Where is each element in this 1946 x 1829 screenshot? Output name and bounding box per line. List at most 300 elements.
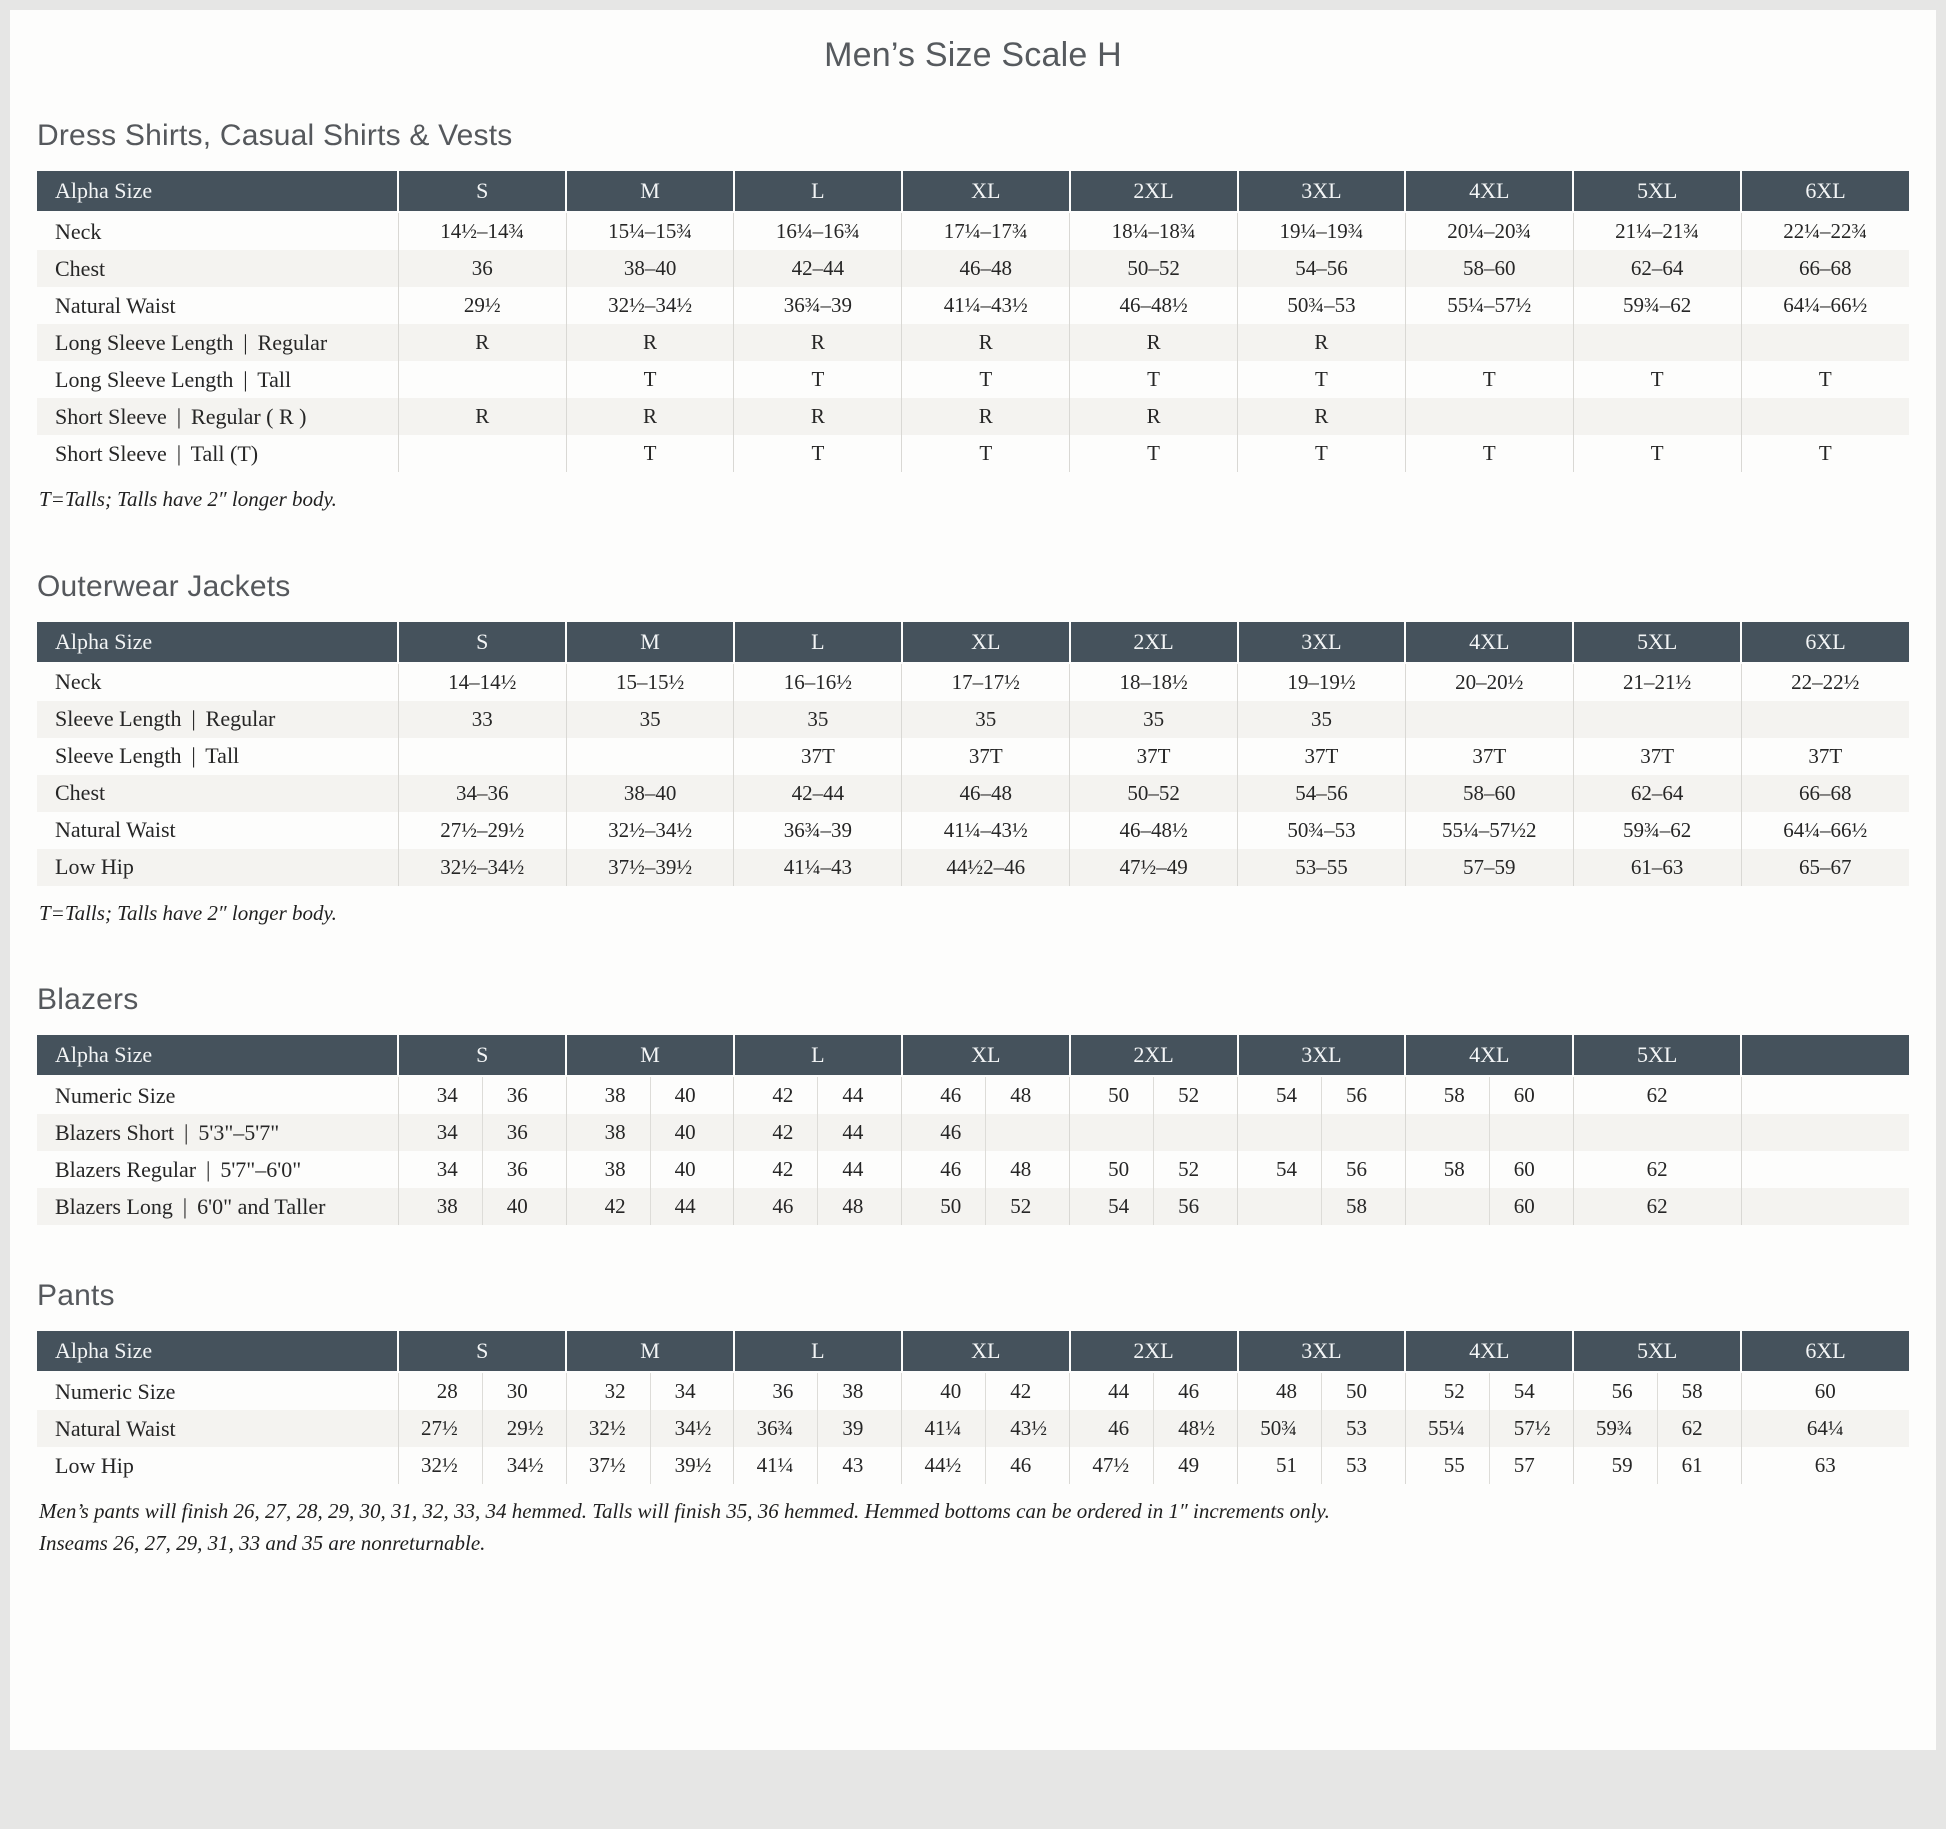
column-header: XL bbox=[902, 622, 1070, 663]
cell-value: 38 bbox=[436, 1194, 458, 1218]
cell: 18¼–18¾ bbox=[1070, 212, 1238, 250]
cell-value: 38 bbox=[604, 1120, 626, 1144]
cell-value bbox=[1742, 1114, 1909, 1151]
cell-value: 50 bbox=[1108, 1083, 1130, 1107]
header-row bbox=[37, 622, 1909, 663]
column-header: 6XL bbox=[1741, 171, 1909, 212]
cell bbox=[1741, 398, 1909, 435]
cell: 22¼–22¾ bbox=[1741, 212, 1909, 250]
cell bbox=[566, 738, 734, 775]
row-label: Sleeve Length | Regular bbox=[37, 701, 398, 738]
cell: 50¾–53 bbox=[1238, 287, 1406, 324]
column-header: 4XL bbox=[1405, 1331, 1573, 1372]
column-header: 4XL bbox=[1405, 622, 1573, 663]
cell bbox=[1573, 1188, 1741, 1225]
cell-value: 56 bbox=[1611, 1379, 1633, 1403]
cell: 16–16½ bbox=[734, 663, 902, 701]
cell bbox=[1405, 1114, 1573, 1151]
section-blazers bbox=[37, 983, 1909, 1225]
cell: 29½ bbox=[398, 287, 566, 324]
cell bbox=[902, 1188, 1070, 1225]
cell bbox=[1238, 1076, 1406, 1114]
cell: 41¼–43 bbox=[734, 849, 902, 886]
cell: 17–17½ bbox=[902, 663, 1070, 701]
cell bbox=[734, 1410, 902, 1447]
column-header: 2XL bbox=[1070, 622, 1238, 663]
cell bbox=[566, 1151, 734, 1188]
cell-value: 54 bbox=[1489, 1373, 1573, 1410]
table-row bbox=[37, 250, 1909, 287]
cell-value: 58 bbox=[1443, 1083, 1465, 1107]
cell bbox=[566, 1410, 734, 1447]
cell: T bbox=[734, 361, 902, 398]
cell-value: 40 bbox=[482, 1188, 566, 1225]
column-header: S bbox=[398, 171, 566, 212]
cell: 32½–34½ bbox=[566, 812, 734, 849]
cell bbox=[1238, 1151, 1406, 1188]
column-header: XL bbox=[902, 1331, 1070, 1372]
cell-value: 55 bbox=[1443, 1453, 1465, 1477]
cell bbox=[902, 1114, 1070, 1151]
cell-value bbox=[1070, 1114, 1153, 1151]
cell: 42–44 bbox=[734, 775, 902, 812]
cell: 64¼–66½ bbox=[1741, 812, 1909, 849]
cell bbox=[734, 1151, 902, 1188]
cell bbox=[1573, 1447, 1741, 1484]
row-label: Natural Waist bbox=[37, 1410, 398, 1447]
cell bbox=[398, 1410, 566, 1447]
cell bbox=[1405, 1188, 1573, 1225]
cell-value bbox=[1406, 1188, 1489, 1225]
cell-value: 34 bbox=[436, 1157, 458, 1181]
cell-value: 38 bbox=[604, 1083, 626, 1107]
cell-value: 39½ bbox=[650, 1447, 734, 1484]
column-header: 3XL bbox=[1238, 622, 1406, 663]
cell-value: 36 bbox=[482, 1114, 566, 1151]
column-header: 4XL bbox=[1405, 1035, 1573, 1076]
cell bbox=[1070, 1188, 1238, 1225]
cell-value: 56 bbox=[1321, 1077, 1405, 1114]
cell bbox=[1573, 1372, 1741, 1410]
row-label: Chest bbox=[37, 775, 398, 812]
column-header: S bbox=[398, 1035, 566, 1076]
cell bbox=[1573, 324, 1741, 361]
cell: 22–22½ bbox=[1741, 663, 1909, 701]
cell bbox=[1238, 1410, 1406, 1447]
table-row bbox=[37, 212, 1909, 250]
cell-value bbox=[1238, 1188, 1321, 1225]
column-header: S bbox=[398, 1331, 566, 1372]
cell-value: 54 bbox=[1108, 1194, 1130, 1218]
cell: 54–56 bbox=[1238, 250, 1406, 287]
cell: T bbox=[1070, 435, 1238, 472]
cell-value: 63 bbox=[1814, 1453, 1836, 1477]
cell bbox=[1405, 1447, 1573, 1484]
cell: 21–21½ bbox=[1573, 663, 1741, 701]
cell-value: 44½ bbox=[924, 1453, 962, 1477]
row-label: Numeric Size bbox=[55, 1378, 176, 1404]
cell-value: 40 bbox=[940, 1379, 962, 1403]
cell-value: 56 bbox=[1153, 1188, 1237, 1225]
column-header: L bbox=[734, 1035, 902, 1076]
cell-value: 48 bbox=[817, 1188, 901, 1225]
row-label: Blazers Short | 5'3"–5'7" bbox=[37, 1114, 398, 1151]
cell bbox=[902, 1151, 1070, 1188]
cell-value: 42 bbox=[772, 1083, 794, 1107]
column-header: 3XL bbox=[1238, 1035, 1406, 1076]
cell: 50–52 bbox=[1070, 775, 1238, 812]
cell bbox=[566, 1447, 734, 1484]
cell: 46–48½ bbox=[1070, 812, 1238, 849]
cell: T bbox=[1573, 361, 1741, 398]
cell-value bbox=[1153, 1114, 1237, 1151]
row-label: Numeric Size bbox=[55, 1082, 176, 1108]
cell bbox=[566, 1114, 734, 1151]
cell-value: 50 bbox=[1321, 1373, 1405, 1410]
cell-value: 44 bbox=[1108, 1379, 1130, 1403]
cell bbox=[1238, 1447, 1406, 1484]
cell-value: 34 bbox=[436, 1083, 458, 1107]
cell-value: 54 bbox=[1275, 1083, 1297, 1107]
cell-value bbox=[1489, 1114, 1573, 1151]
cell-value bbox=[1238, 1114, 1321, 1151]
cell: 38–40 bbox=[566, 775, 734, 812]
cell-value: 46 bbox=[772, 1194, 794, 1218]
cell: R bbox=[902, 324, 1070, 361]
row-label: Blazers Long | 6'0" and Taller bbox=[37, 1188, 398, 1225]
cell-value: 62 bbox=[1646, 1194, 1668, 1218]
cell-value: 36 bbox=[482, 1151, 566, 1188]
page-title: Men’s Size Scale H bbox=[824, 36, 1122, 74]
column-header: 6XL bbox=[1741, 622, 1909, 663]
cell: 41¼–43½ bbox=[902, 287, 1070, 324]
cell bbox=[1573, 398, 1741, 435]
alpha-size-header: Alpha Size bbox=[37, 1035, 398, 1076]
cell: R bbox=[398, 398, 566, 435]
alpha-size-header: Alpha Size bbox=[37, 622, 398, 663]
cell: 41¼–43½ bbox=[902, 812, 1070, 849]
cell-value: 43½ bbox=[985, 1410, 1069, 1447]
footnote: T=Talls; Talls have 2″ longer body. bbox=[39, 487, 337, 511]
column-header: 4XL bbox=[1405, 171, 1573, 212]
cell: R bbox=[1238, 324, 1406, 361]
cell-value: 48½ bbox=[1153, 1410, 1237, 1447]
cell: 18–18½ bbox=[1070, 663, 1238, 701]
cell bbox=[1070, 1151, 1238, 1188]
cell-value: 57 bbox=[1489, 1447, 1573, 1484]
cell bbox=[734, 1447, 902, 1484]
cell-value: 28 bbox=[436, 1379, 458, 1403]
cell bbox=[1741, 1410, 1909, 1447]
table-row bbox=[37, 361, 1909, 398]
cell bbox=[1070, 1410, 1238, 1447]
cell: 37½–39½ bbox=[566, 849, 734, 886]
cell: T bbox=[566, 435, 734, 472]
cell-value: 42 bbox=[604, 1194, 626, 1218]
cell: 46–48 bbox=[902, 250, 1070, 287]
cell: T bbox=[566, 361, 734, 398]
cell-value: 36 bbox=[482, 1077, 566, 1114]
cell-value: 30 bbox=[482, 1373, 566, 1410]
cell bbox=[734, 1076, 902, 1114]
cell: 55¼–57½ bbox=[1405, 287, 1573, 324]
cell: R bbox=[734, 398, 902, 435]
cell: 35 bbox=[1238, 701, 1406, 738]
cell: 35 bbox=[1070, 701, 1238, 738]
header-row bbox=[37, 1035, 1909, 1076]
cell-value: 50 bbox=[940, 1194, 962, 1218]
cell: 50–52 bbox=[1070, 250, 1238, 287]
column-header: 5XL bbox=[1573, 171, 1741, 212]
cell bbox=[1405, 1076, 1573, 1114]
column-header: 3XL bbox=[1238, 171, 1406, 212]
cell: 50¾–53 bbox=[1238, 812, 1406, 849]
cell-value: 53 bbox=[1321, 1447, 1405, 1484]
cell-value bbox=[1574, 1114, 1741, 1151]
column-header: M bbox=[566, 171, 734, 212]
cell: R bbox=[1238, 398, 1406, 435]
cell-value: 60 bbox=[1489, 1151, 1573, 1188]
row-label: Low Hip bbox=[37, 849, 398, 886]
cell: T bbox=[734, 435, 902, 472]
cell bbox=[1070, 1447, 1238, 1484]
size-chart-page bbox=[10, 10, 1936, 1750]
cell-value: 57½ bbox=[1489, 1410, 1573, 1447]
cell-value: 48 bbox=[1275, 1379, 1297, 1403]
cell: 17¼–17¾ bbox=[902, 212, 1070, 250]
cell-value bbox=[985, 1114, 1069, 1151]
cell bbox=[902, 1076, 1070, 1114]
cell bbox=[1238, 1114, 1406, 1151]
size-chart-sections bbox=[37, 119, 1909, 1559]
cell bbox=[1070, 1372, 1238, 1410]
column-header: L bbox=[734, 171, 902, 212]
row-label: Short Sleeve | Regular ( R ) bbox=[37, 398, 398, 435]
cell-value: 29½ bbox=[482, 1410, 566, 1447]
section-heading-dress-shirts: Dress Shirts, Casual Shirts & Vests bbox=[37, 119, 513, 152]
cell-value: 46 bbox=[1108, 1416, 1130, 1440]
cell bbox=[734, 1372, 902, 1410]
cell-value: 62 bbox=[1646, 1157, 1668, 1181]
cell: 34–36 bbox=[398, 775, 566, 812]
cell: 21¼–21¾ bbox=[1573, 212, 1741, 250]
cell-value: 34 bbox=[436, 1120, 458, 1144]
cell: T bbox=[1238, 435, 1406, 472]
column-header: L bbox=[734, 622, 902, 663]
table-row bbox=[37, 1372, 1909, 1410]
cell: R bbox=[566, 398, 734, 435]
size-table-dress-shirts bbox=[37, 171, 1909, 472]
column-header: S bbox=[398, 622, 566, 663]
cell-value: 61 bbox=[1657, 1447, 1741, 1484]
cell bbox=[902, 1447, 1070, 1484]
alpha-size-header: Alpha Size bbox=[37, 171, 398, 212]
cell bbox=[1741, 1151, 1909, 1188]
cell: 37T bbox=[734, 738, 902, 775]
cell: 65–67 bbox=[1741, 849, 1909, 886]
cell: 58–60 bbox=[1405, 775, 1573, 812]
cell bbox=[1405, 398, 1573, 435]
column-header: 2XL bbox=[1070, 1035, 1238, 1076]
section-outerwear-jackets bbox=[37, 570, 1909, 930]
cell: R bbox=[1070, 324, 1238, 361]
cell: 36 bbox=[398, 250, 566, 287]
cell: 20–20½ bbox=[1405, 663, 1573, 701]
column-header bbox=[1741, 1035, 1909, 1076]
cell bbox=[734, 1114, 902, 1151]
table-row bbox=[37, 435, 1909, 472]
cell: 36¾–39 bbox=[734, 812, 902, 849]
cell-value: 43 bbox=[817, 1447, 901, 1484]
cell bbox=[734, 1188, 902, 1225]
column-header: XL bbox=[902, 1035, 1070, 1076]
cell: 33 bbox=[398, 701, 566, 738]
column-header: M bbox=[566, 1331, 734, 1372]
cell-value bbox=[1742, 1188, 1909, 1225]
cell-value: 56 bbox=[1321, 1151, 1405, 1188]
footnote: Inseams 26, 27, 29, 31, 33 and 35 are nonreturnable. bbox=[39, 1530, 486, 1555]
cell: T bbox=[1741, 435, 1909, 472]
cell-value: 59¾ bbox=[1595, 1416, 1633, 1440]
section-heading-pants: Pants bbox=[37, 1279, 115, 1312]
cell-value: 55¼ bbox=[1428, 1416, 1465, 1440]
cell bbox=[398, 1114, 566, 1151]
section-dress-shirts bbox=[37, 119, 1909, 516]
cell bbox=[1405, 324, 1573, 361]
cell: 64¼–66½ bbox=[1741, 287, 1909, 324]
cell bbox=[1573, 1151, 1741, 1188]
cell: 14–14½ bbox=[398, 663, 566, 701]
cell-value: 46 bbox=[1153, 1373, 1237, 1410]
cell: 15–15½ bbox=[566, 663, 734, 701]
cell: T bbox=[1070, 361, 1238, 398]
cell-value: 52 bbox=[1153, 1151, 1237, 1188]
row-label: Long Sleeve Length | Regular bbox=[37, 324, 398, 361]
cell: 37T bbox=[1573, 738, 1741, 775]
cell: T bbox=[1573, 435, 1741, 472]
cell-value: 46 bbox=[940, 1083, 962, 1107]
cell: 32½–34½ bbox=[398, 849, 566, 886]
cell bbox=[1405, 1151, 1573, 1188]
cell bbox=[1405, 1372, 1573, 1410]
cell bbox=[566, 1076, 734, 1114]
table-row bbox=[37, 398, 1909, 435]
table-row bbox=[37, 738, 1909, 775]
cell: 15¼–15¾ bbox=[566, 212, 734, 250]
column-header: M bbox=[566, 1035, 734, 1076]
cell-value: 38 bbox=[817, 1373, 901, 1410]
table-row bbox=[37, 1114, 1909, 1151]
table-row bbox=[37, 1410, 1909, 1447]
row-label: Low Hip bbox=[55, 1452, 134, 1478]
table-row bbox=[37, 849, 1909, 886]
table-row bbox=[37, 1076, 1909, 1114]
cell-value: 58 bbox=[1657, 1373, 1741, 1410]
cell-value: 50¾ bbox=[1260, 1416, 1297, 1440]
row-label: Neck bbox=[55, 218, 102, 244]
cell-value: 40 bbox=[650, 1077, 734, 1114]
cell: 42–44 bbox=[734, 250, 902, 287]
table-row bbox=[37, 1188, 1909, 1225]
cell: 44½2–46 bbox=[902, 849, 1070, 886]
cell: 14½–14¾ bbox=[398, 212, 566, 250]
cell: 19¼–19¾ bbox=[1238, 212, 1406, 250]
cell-value: 42 bbox=[985, 1373, 1069, 1410]
cell-value: 41¼ bbox=[756, 1453, 794, 1477]
cell-value: 40 bbox=[650, 1114, 734, 1151]
cell: 55¼–57½2 bbox=[1405, 812, 1573, 849]
cell bbox=[398, 1447, 566, 1484]
cell: 62–64 bbox=[1573, 775, 1741, 812]
cell-value: 32½ bbox=[420, 1453, 458, 1477]
cell: 19–19½ bbox=[1238, 663, 1406, 701]
row-label: Blazers Regular | 5'7"–6'0" bbox=[55, 1156, 302, 1182]
cell: 35 bbox=[734, 701, 902, 738]
cell-value: 27½ bbox=[420, 1416, 458, 1440]
cell: 46–48 bbox=[902, 775, 1070, 812]
cell bbox=[902, 1372, 1070, 1410]
cell: 66–68 bbox=[1741, 250, 1909, 287]
column-header: 5XL bbox=[1573, 622, 1741, 663]
cell: 37T bbox=[902, 738, 1070, 775]
column-header: 5XL bbox=[1573, 1331, 1741, 1372]
cell: 46–48½ bbox=[1070, 287, 1238, 324]
header-row bbox=[37, 1331, 1909, 1372]
cell-value: 44 bbox=[817, 1151, 901, 1188]
table-row bbox=[37, 324, 1909, 361]
row-label: Natural Waist bbox=[55, 817, 176, 842]
cell-value: 50 bbox=[1108, 1157, 1130, 1181]
cell: 59¾–62 bbox=[1573, 812, 1741, 849]
cell-value: 51 bbox=[1275, 1453, 1297, 1477]
cell: R bbox=[1070, 398, 1238, 435]
cell bbox=[1741, 324, 1909, 361]
cell-value: 62 bbox=[1646, 1083, 1668, 1107]
cell: R bbox=[566, 324, 734, 361]
column-header: M bbox=[566, 622, 734, 663]
table-row bbox=[37, 812, 1909, 849]
size-table-pants bbox=[37, 1331, 1909, 1484]
cell: 37T bbox=[1238, 738, 1406, 775]
cell: 54–56 bbox=[1238, 775, 1406, 812]
cell bbox=[398, 738, 566, 775]
cell: R bbox=[902, 398, 1070, 435]
table-row bbox=[37, 775, 1909, 812]
column-header: L bbox=[734, 1331, 902, 1372]
column-header: XL bbox=[902, 171, 1070, 212]
cell bbox=[1070, 1114, 1238, 1151]
cell-value: 38 bbox=[604, 1157, 626, 1181]
cell-value: 44 bbox=[817, 1114, 901, 1151]
table-row bbox=[37, 701, 1909, 738]
cell-value bbox=[1406, 1114, 1489, 1151]
cell bbox=[1405, 701, 1573, 738]
cell-value: 54 bbox=[1275, 1157, 1297, 1181]
cell bbox=[398, 435, 566, 472]
cell: 35 bbox=[566, 701, 734, 738]
cell-value: 34½ bbox=[482, 1447, 566, 1484]
cell-value: 48 bbox=[985, 1077, 1069, 1114]
cell: R bbox=[734, 324, 902, 361]
row-label: Sleeve Length | Tall bbox=[55, 743, 240, 768]
cell bbox=[398, 1188, 566, 1225]
cell-value: 40 bbox=[650, 1151, 734, 1188]
cell bbox=[1573, 701, 1741, 738]
cell: 32½–34½ bbox=[566, 287, 734, 324]
cell: 37T bbox=[1741, 738, 1909, 775]
column-header: 2XL bbox=[1070, 1331, 1238, 1372]
cell bbox=[398, 1076, 566, 1114]
